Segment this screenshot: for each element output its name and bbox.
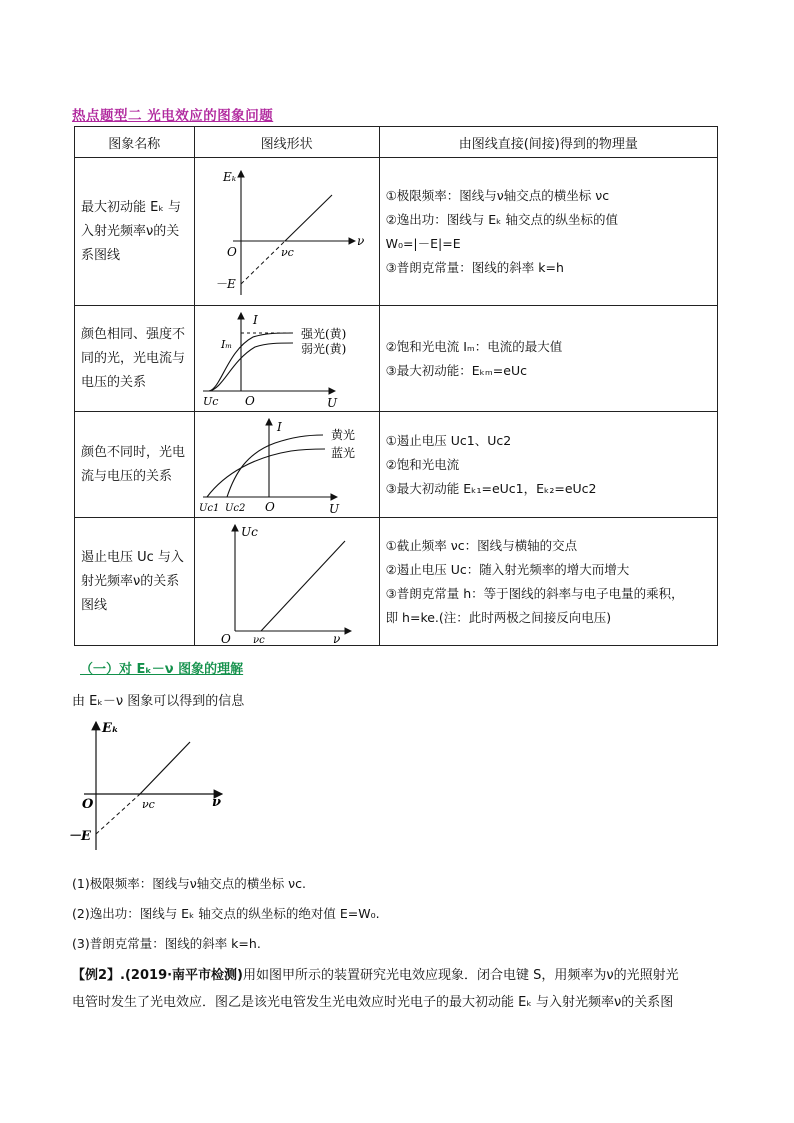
- graph-table: [74, 126, 718, 646]
- row-name-line: 最大初动能 Eₖ 与: [81, 199, 182, 215]
- graph-xc-label: νc: [252, 634, 265, 645]
- row-name-line: 射光频率ν的关系: [81, 573, 180, 589]
- graph-cell: [194, 158, 379, 306]
- graph-y-label: Uc: [240, 524, 258, 539]
- graph-neg-label: －E: [214, 276, 236, 291]
- info-line: ②逸出功：图线与 Eₖ 轴交点的纵坐标的值: [385, 211, 618, 227]
- table-row: [75, 158, 718, 306]
- graph-uc1-label: Uc1: [198, 502, 219, 514]
- graph-uc-label: Uc: [202, 394, 219, 408]
- blue-light-label: 蓝光: [330, 445, 355, 460]
- color-iv-graph: [195, 413, 379, 517]
- table-row: [75, 412, 718, 518]
- ek-nu-figure: [66, 716, 236, 856]
- figure-origin: O: [82, 797, 94, 812]
- table-row: [75, 306, 718, 412]
- row-name-line: 遏止电压 Uc 与入: [81, 549, 184, 565]
- section-heading: 热点题型二 光电效应的图象问题: [72, 108, 274, 124]
- info-line: ③最大初动能：Eₖₘ=eUc: [385, 362, 527, 378]
- info-line: ①极限频率：图线与ν轴交点的横坐标 νc: [385, 187, 610, 203]
- row-name-line: 流与电压的关系: [81, 468, 173, 484]
- table-row: [75, 518, 718, 646]
- row-info-cell: [379, 158, 717, 306]
- info-line: ③普朗克常量：图线的斜率 k=h: [385, 259, 564, 275]
- header-cell: 图线形状: [194, 127, 379, 158]
- graph-cell: [194, 412, 379, 518]
- row-name-cell: [75, 158, 195, 306]
- info-line: ②饱和光电流: [385, 456, 460, 472]
- figure-y-label: Eₖ: [102, 721, 119, 736]
- graph-x-label: ν: [332, 631, 340, 645]
- example-text-line2: 电管时发生了光电效应．图乙是该光电管发生光电效应时光电子的最大初动能 Eₖ 与入射光频率ν的关系图: [72, 995, 674, 1010]
- row-name-line: 电压的关系: [81, 374, 147, 390]
- intro-text: 由 Eₖ－ν 图象可以得到的信息: [72, 694, 245, 709]
- graph-origin: O: [226, 244, 237, 259]
- row-name-line: 颜色不同时，光电: [81, 444, 186, 460]
- info-line: ②饱和光电流 Iₘ：电流的最大值: [385, 338, 563, 354]
- graph-cell: [194, 306, 379, 412]
- figure-x-label: ν: [212, 795, 222, 810]
- example-text-line1: 用如图甲所示的装置研究光电效应现象．闭合电键 S，用频率为ν的光照射光: [243, 968, 679, 983]
- info-line: ③最大初动能 Eₖ₁=eUc1，Eₖ₂=eUc2: [385, 480, 597, 496]
- ek-nu-graph: [195, 159, 379, 305]
- graph-xc-label: νc: [280, 245, 294, 259]
- header-cell: 由图线直接(间接)得到的物理量: [379, 127, 717, 158]
- row-info-cell: [379, 306, 717, 412]
- figure-neg-label: －E: [68, 829, 91, 844]
- row-name-line: 图线: [81, 597, 108, 613]
- graph-origin: O: [220, 631, 231, 645]
- row-name-cell: [75, 306, 195, 412]
- info-line: ②遏止电压 Uc：随入射光频率的增大而增大: [385, 561, 630, 577]
- row-name-line: 颜色相同、强度不: [81, 326, 186, 342]
- yellow-light-label: 黄光: [330, 427, 355, 442]
- info-line: ①遏止电压 Uc1、Uc2: [385, 432, 512, 448]
- example-tag: 【例2】: [72, 968, 121, 983]
- example-paragraph: [72, 962, 732, 1016]
- row-info-cell: [379, 412, 717, 518]
- uc-nu-graph: [195, 519, 379, 645]
- graph-x-label: U: [328, 501, 339, 516]
- graph-origin: O: [264, 499, 275, 514]
- subsection-heading: （一）对 Eₖ－ν 图象的理解: [80, 662, 244, 677]
- row-name-line: 入射光频率ν的关: [81, 223, 180, 239]
- intensity-iv-graph: [195, 307, 379, 411]
- graph-im-label: Iₘ: [220, 337, 232, 351]
- point-2: (2)逸出功：图线与 Eₖ 轴交点的纵坐标的绝对值 E=W₀.: [72, 906, 380, 921]
- graph-uc2-label: Uc2: [224, 502, 245, 514]
- graph-y-label: I: [252, 312, 258, 327]
- graph-x-label: U: [326, 395, 337, 410]
- info-line: ①截止频率 νc：图线与横轴的交点: [385, 537, 578, 553]
- header-cell: 图象名称: [75, 127, 195, 158]
- row-name-cell: [75, 518, 195, 646]
- row-name-line: 系图线: [81, 247, 121, 263]
- row-info-cell: [379, 518, 717, 646]
- example-source: .(2019·南平市检测): [120, 968, 243, 983]
- strong-light-label: 强光(黄): [300, 326, 346, 341]
- graph-y-label: Eₖ: [222, 169, 236, 184]
- info-line: W₀=|－E|=E: [385, 235, 461, 251]
- figure-xc-label: νc: [142, 798, 155, 811]
- graph-y-label: I: [276, 419, 282, 434]
- info-line: ③普朗克常量 h：等于图线的斜率与电子电量的乘积，: [385, 585, 684, 601]
- graph-x-label: ν: [356, 233, 364, 248]
- weak-light-label: 弱光(黄): [300, 341, 346, 356]
- graph-cell: [194, 518, 379, 646]
- row-name-line: 同的光，光电流与: [81, 350, 186, 366]
- info-line: 即 h=ke.(注：此时两极之间接反向电压): [385, 609, 612, 625]
- row-name-cell: [75, 412, 195, 518]
- point-3: (3)普朗克常量：图线的斜率 k=h.: [72, 936, 261, 951]
- table-header-row: [75, 127, 718, 158]
- graph-origin: O: [244, 393, 255, 408]
- point-1: (1)极限频率：图线与ν轴交点的横坐标 νc.: [72, 876, 306, 891]
